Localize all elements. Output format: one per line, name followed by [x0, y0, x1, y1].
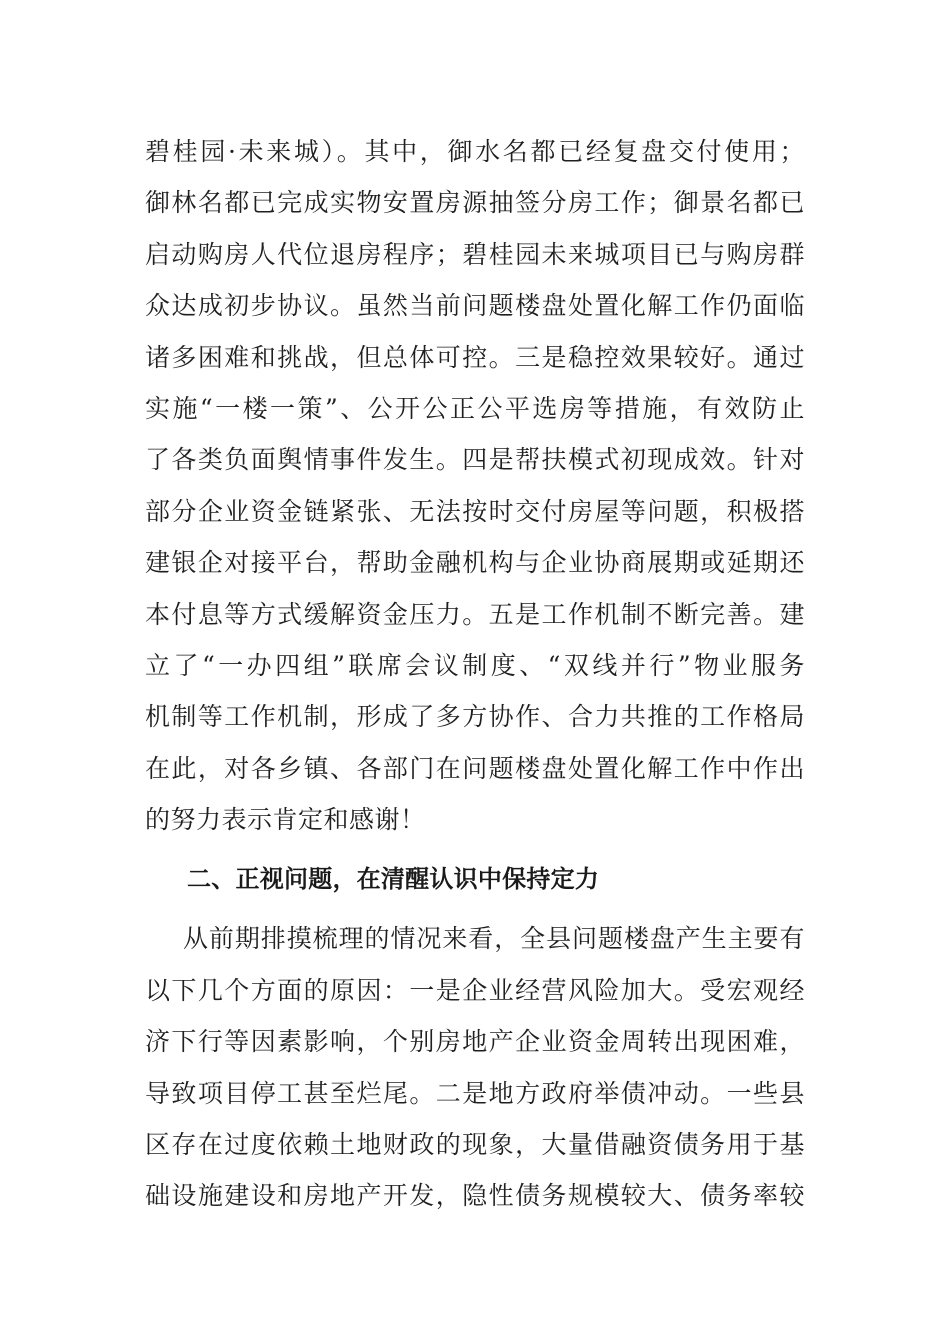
document-body [145, 126, 805, 1222]
text-line: 导致项目停工甚至烂尾。二是地方政府举债冲动。一些县 [145, 1078, 805, 1108]
text-line: 机制等工作机制，形成了多方协作、合力共推的工作格局 [145, 702, 805, 732]
text-line: 碧桂园·未来城）。其中，御水名都已经复盘交付使用； [145, 137, 805, 166]
text-line: 本付息等方式缓解资金压力。五是工作机制不断完善。建 [145, 599, 805, 629]
text-line: 众达成初步协议。虽然当前问题楼盘处置化解工作仍面临 [145, 291, 805, 321]
text-line: 济下行等因素影响，个别房地产企业资金周转出现困难， [145, 1027, 805, 1057]
text-line: 在此，对各乡镇、各部门在问题楼盘处置化解工作中作出 [145, 753, 805, 783]
paragraph-achievements [145, 126, 805, 845]
text-line: 以下几个方面的原因：一是企业经营风险加大。受宏观经 [145, 975, 805, 1005]
text-line: 诸多困难和挑战，但总体可控。三是稳控效果较好。通过 [145, 342, 805, 372]
section-heading: 二、正视问题，在清醒认识中保持定力 [187, 865, 600, 894]
text-line: 的努力表示肯定和感谢！ [145, 805, 426, 835]
text-line: 从前期排摸梳理的情况来看，全县问题楼盘产生主要有 [183, 924, 805, 954]
text-line: 部分企业资金链紧张、无法按时交付房屋等问题，积极搭 [145, 496, 805, 526]
text-line: 御林名都已完成实物安置房源抽签分房工作；御景名都已 [145, 188, 805, 218]
text-line: 建银企对接平台，帮助金融机构与企业协商展期或延期还 [145, 548, 805, 578]
text-line: 了各类负面舆情事件发生。四是帮扶模式初现成效。针对 [145, 445, 805, 475]
text-line: 启动购房人代位退房程序；碧桂园未来城项目已与购房群 [145, 239, 805, 269]
text-line: 区存在过度依赖土地财政的现象，大量借融资债务用于基 [145, 1130, 805, 1160]
text-line: 立了“一办四组”联席会议制度、“双线并行”物业服务 [145, 650, 805, 680]
text-line: 实施“一楼一策”、公开公正公平选房等措施，有效防止 [145, 393, 805, 423]
paragraph-causes [145, 913, 805, 1221]
text-line: 础设施建设和房地产开发，隐性债务规模较大、债务率较 [145, 1181, 805, 1211]
